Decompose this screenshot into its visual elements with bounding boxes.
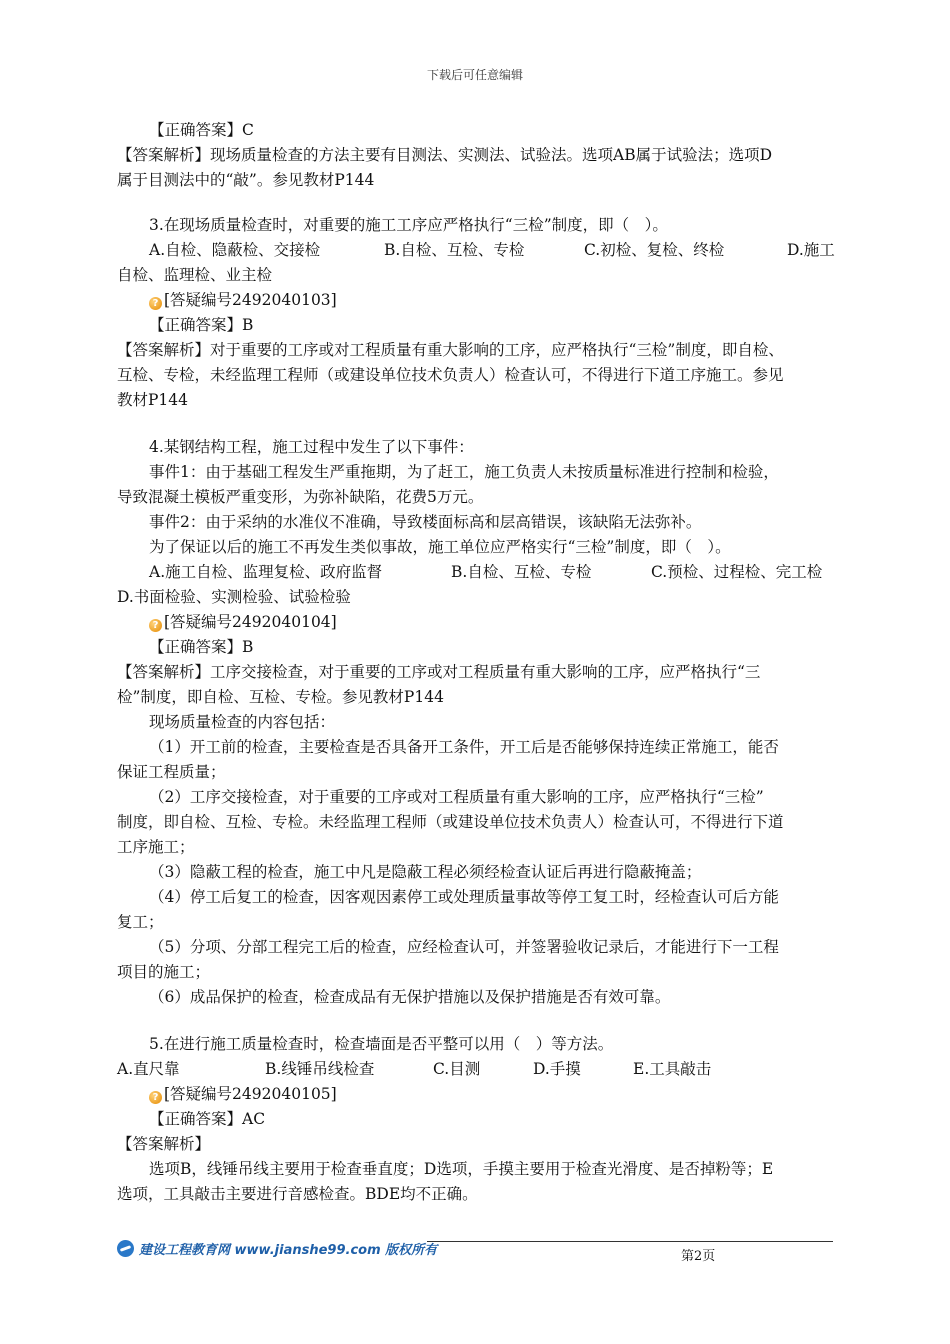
content-line: 保证工程质量； <box>117 763 226 781</box>
question-options <box>117 1057 847 1082</box>
question-mark-icon: ? <box>149 297 162 310</box>
content-line: 项目的施工； <box>117 963 211 981</box>
qa-id: [答疑编号2492040103] <box>164 291 337 309</box>
question-mark-icon: ? <box>149 1091 162 1104</box>
option-b: B.自检、互检、专检 <box>451 563 592 581</box>
answer-line: 【正确答案】C <box>149 121 254 139</box>
content-line: （2）工序交接检查，对于重要的工序或对工程质量有重大影响的工序，应严格执行“三检” <box>149 788 764 806</box>
qa-id: [答疑编号2492040104] <box>164 613 337 631</box>
content-line: （6）成品保护的检查，检查成品有无保护措施以及保护措施是否有效可靠。 <box>149 988 671 1006</box>
content-line: 现场质量检查的内容包括： <box>149 713 336 731</box>
option-c: C.初检、复检、终检 <box>584 241 725 259</box>
question-stem: 4.某钢结构工程，施工过程中发生了以下事件： <box>149 438 474 456</box>
content-line: （4）停工后复工的检查，因客观因素停工或处理质量事故等停工复工时，经检查认可后方能 <box>149 888 779 906</box>
option-a: A.直尺靠 <box>117 1060 180 1078</box>
option-e: E.工具敲击 <box>633 1060 712 1078</box>
option-a: A.自检、隐蔽检、交接检 <box>149 241 321 259</box>
question-mark-icon: ? <box>149 619 162 632</box>
question-options <box>117 560 847 585</box>
explanation-line: 互检、专检，未经监理工程师（或建设单位技术负责人）检查认可，不得进行下道工序施工。参见 <box>117 366 784 384</box>
explanation-line: 【答案解析】工序交接检查，对于重要的工序或对工程质量有重大影响的工序，应严格执行“三 <box>117 663 761 681</box>
content-line: 制度，即自检、互检、专检。未经监理工程师（或建设单位技术负责人）检查认可，不得进行下道 <box>117 813 784 831</box>
qa-id: [答疑编号2492040105] <box>164 1085 337 1103</box>
answer-line: 【正确答案】B <box>149 316 254 334</box>
content-line: （5）分项、分部工程完工后的检查，应经检查认可，并签署验收记录后，才能进行下一工程 <box>149 938 779 956</box>
qa-id-row <box>117 1082 847 1107</box>
event-line: 事件1：由于基础工程发生严重拖期，为了赶工，施工负责人未按质量标准进行控制和检验， <box>149 463 779 481</box>
footer-divider <box>427 1241 833 1242</box>
content-line: 工序施工； <box>117 838 195 856</box>
page-header: 下载后可任意编辑 <box>426 68 523 82</box>
explanation-line: 属于目测法中的“敲”。参见教材P144 <box>117 171 375 189</box>
explanation-line: 选项B，线锤吊线主要用于检查垂直度；D选项，手摸主要用于检查光滑度、是否掉粉等；E <box>149 1160 774 1178</box>
content-line: （3）隐蔽工程的检查，施工中凡是隐蔽工程必须经检查认证后再进行隐蔽掩盖； <box>149 863 702 881</box>
event-line: 事件2：由于采纳的水准仪不准确，导致楼面标高和层高错误，该缺陷无法弥补。 <box>149 513 702 531</box>
explanation-line: 选项，工具敲击主要进行音感检查。BDE均不正确。 <box>117 1185 478 1203</box>
option-d: D.施工 <box>787 241 835 259</box>
option-b: B.自检、互检、专检 <box>384 241 525 259</box>
page-footer <box>117 1237 833 1267</box>
question-stem: 5.在进行施工质量检查时，检查墙面是否平整可以用（ ）等方法。 <box>149 1035 614 1053</box>
document-body <box>117 118 847 1207</box>
answer-line: 【正确答案】B <box>149 638 254 656</box>
qa-id-row <box>117 288 847 313</box>
question-stem: 3.在现场质量检查时，对重要的施工工序应严格执行“三检”制度，即（ ）。 <box>149 216 668 234</box>
explanation-line: 【答案解析】对于重要的工序或对工程质量有重大影响的工序，应严格执行“三检”制度，即自检、 <box>117 341 784 359</box>
content-line: 复工； <box>117 913 164 931</box>
option-b: B.线锤吊线检查 <box>265 1060 375 1078</box>
option-d-continued: 自检、监理检、业主检 <box>117 266 273 284</box>
site-logo-icon <box>117 1240 134 1257</box>
footer-brand: 建设工程教育网 www.jianshe99.com 版权所有 <box>139 1243 438 1258</box>
answer-line: 【正确答案】AC <box>149 1110 266 1128</box>
explanation-line: 检”制度，即自检、互检、专检。参见教材P144 <box>117 688 444 706</box>
event-line: 导致混凝土模板严重变形，为弥补缺陷，花费5万元。 <box>117 488 484 506</box>
question-options <box>117 238 847 263</box>
question-line: 为了保证以后的施工不再发生类似事故，施工单位应严格实行“三检”制度，即（ ）。 <box>149 538 731 556</box>
explanation-line: 【答案解析】 <box>117 1135 211 1153</box>
explanation-line: 教材P144 <box>117 391 189 409</box>
qa-id-row <box>117 610 847 635</box>
content-line: （1）开工前的检查，主要检查是否具备开工条件，开工后是否能够保持连续正常施工，能否 <box>149 738 779 756</box>
explanation-line: 【答案解析】现场质量检查的方法主要有目测法、实测法、试验法。选项AB属于试验法；选项D <box>117 146 773 164</box>
option-d: D.书面检验、实测检验、试验检验 <box>117 588 351 606</box>
page-number: 第2页 <box>681 1249 716 1264</box>
option-a: A.施工自检、监理复检、政府监督 <box>149 563 383 581</box>
option-c: C.预检、过程检、完工检 <box>651 563 823 581</box>
option-c: C.目测 <box>433 1060 481 1078</box>
option-d: D.手摸 <box>533 1060 581 1078</box>
